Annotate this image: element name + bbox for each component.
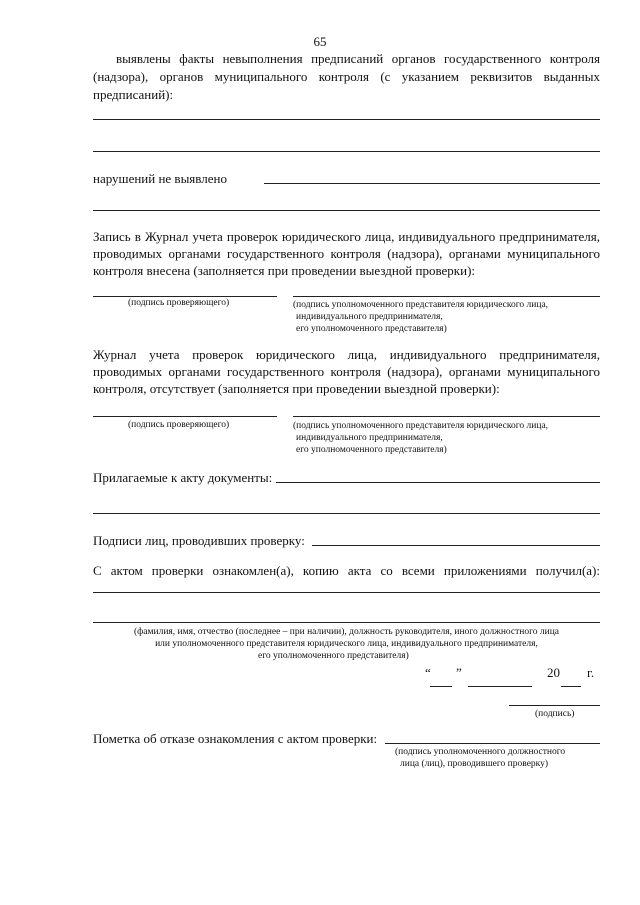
date-year-suffix: г. — [587, 665, 595, 680]
representative-caption-1-line-3: его уполномоченного представителя) — [296, 324, 447, 334]
fio-caption-line-1: (фамилия, имя, отчество (последнее – при наличии), должность руководителя, иного должностного лица — [133, 627, 560, 637]
official-caption-line-2: лица (лиц), проводившего проверку) — [400, 759, 549, 769]
date-year-prefix: 20 — [547, 665, 560, 680]
page-number: 65 — [313, 34, 327, 49]
refusal-fill-line[interactable] — [385, 743, 600, 744]
attached-documents-label: Прилагаемые к акту документы: — [93, 470, 273, 485]
violations-fill-line-1[interactable] — [93, 119, 600, 120]
date-year-line[interactable] — [561, 686, 581, 687]
date-month-line[interactable] — [468, 686, 532, 687]
journal-entry-text-line-2: проводимых органами государственного контроля (надзора), органами муниципального — [93, 246, 600, 261]
journal-absent-text-line-2: проводимых органами государственного контроля (надзора), органами муниципального — [93, 364, 600, 379]
inspector-signature-line-2[interactable] — [93, 416, 277, 417]
representative-signature-line-1[interactable] — [293, 296, 600, 297]
inspectors-signatures-fill-line[interactable] — [312, 545, 600, 546]
official-caption-line-1: (подпись уполномоченного должностного — [395, 747, 566, 757]
journal-absent-text-line-3: контроля, отсутствует (заполняется при проведении выездной проверки): — [93, 381, 500, 396]
journal-entry-text-line-3: контроля внесена (заполняется при проведении выездной проверки): — [93, 263, 476, 278]
no-violations-fill-line[interactable] — [264, 183, 600, 184]
attached-documents-fill-line[interactable] — [276, 482, 600, 483]
fio-caption-line-2: или уполномоченного представителя юридического лица, индивидуального предпринимателя, — [155, 639, 538, 649]
separator-line[interactable] — [93, 210, 600, 211]
inspector-signature-caption-1: (подпись проверяющего) — [128, 298, 230, 308]
date-open-quote: “ — [425, 665, 431, 680]
signature-line[interactable] — [509, 705, 600, 706]
violations-text-line-3: предписаний): — [93, 87, 174, 102]
attached-documents-fill-line-2[interactable] — [93, 513, 600, 514]
inspector-signature-caption-2: (подпись проверяющего) — [128, 420, 230, 430]
signature-caption: (подпись) — [535, 709, 575, 719]
representative-caption-1-line-2: индивидуального предпринимателя, — [296, 312, 443, 322]
date-day-line[interactable] — [430, 686, 452, 687]
fio-caption-line-3: его уполномоченного представителя) — [258, 651, 409, 661]
acquainted-fill-line-2[interactable] — [93, 622, 600, 623]
violations-text-line-1: выявлены факты невыполнения предписаний органов государственного контроля — [116, 51, 600, 66]
no-violations-label: нарушений не выявлено — [93, 171, 227, 186]
refusal-label: Пометка об отказе ознакомления с актом проверки: — [93, 731, 378, 746]
date-close-quote: ” — [456, 665, 462, 680]
journal-entry-text-line-1: Запись в Журнал учета проверок юридического лица, индивидуального предпринимателя, — [93, 229, 600, 244]
representative-caption-2-line-2: индивидуального предпринимателя, — [296, 433, 443, 443]
representative-signature-line-2[interactable] — [293, 416, 600, 417]
violations-fill-line-2[interactable] — [93, 151, 600, 152]
violations-text-line-2: (надзора), органов муниципального контроля (с указанием реквизитов выданных — [93, 69, 600, 84]
journal-absent-text-line-1: Журнал учета проверок юридического лица, индивидуального предпринимателя, — [93, 347, 600, 362]
acquainted-fill-line-1[interactable] — [93, 592, 600, 593]
representative-caption-2-line-3: его уполномоченного представителя) — [296, 445, 447, 455]
representative-caption-1-line-1: (подпись уполномоченного представителя юридического лица, — [293, 300, 549, 310]
representative-caption-2-line-1: (подпись уполномоченного представителя юридического лица, — [293, 421, 549, 431]
acquainted-text: С актом проверки ознакомлен(а), копию акта со всеми приложениями получил(а): — [93, 563, 600, 578]
inspectors-signatures-label: Подписи лиц, проводивших проверку: — [93, 533, 305, 548]
